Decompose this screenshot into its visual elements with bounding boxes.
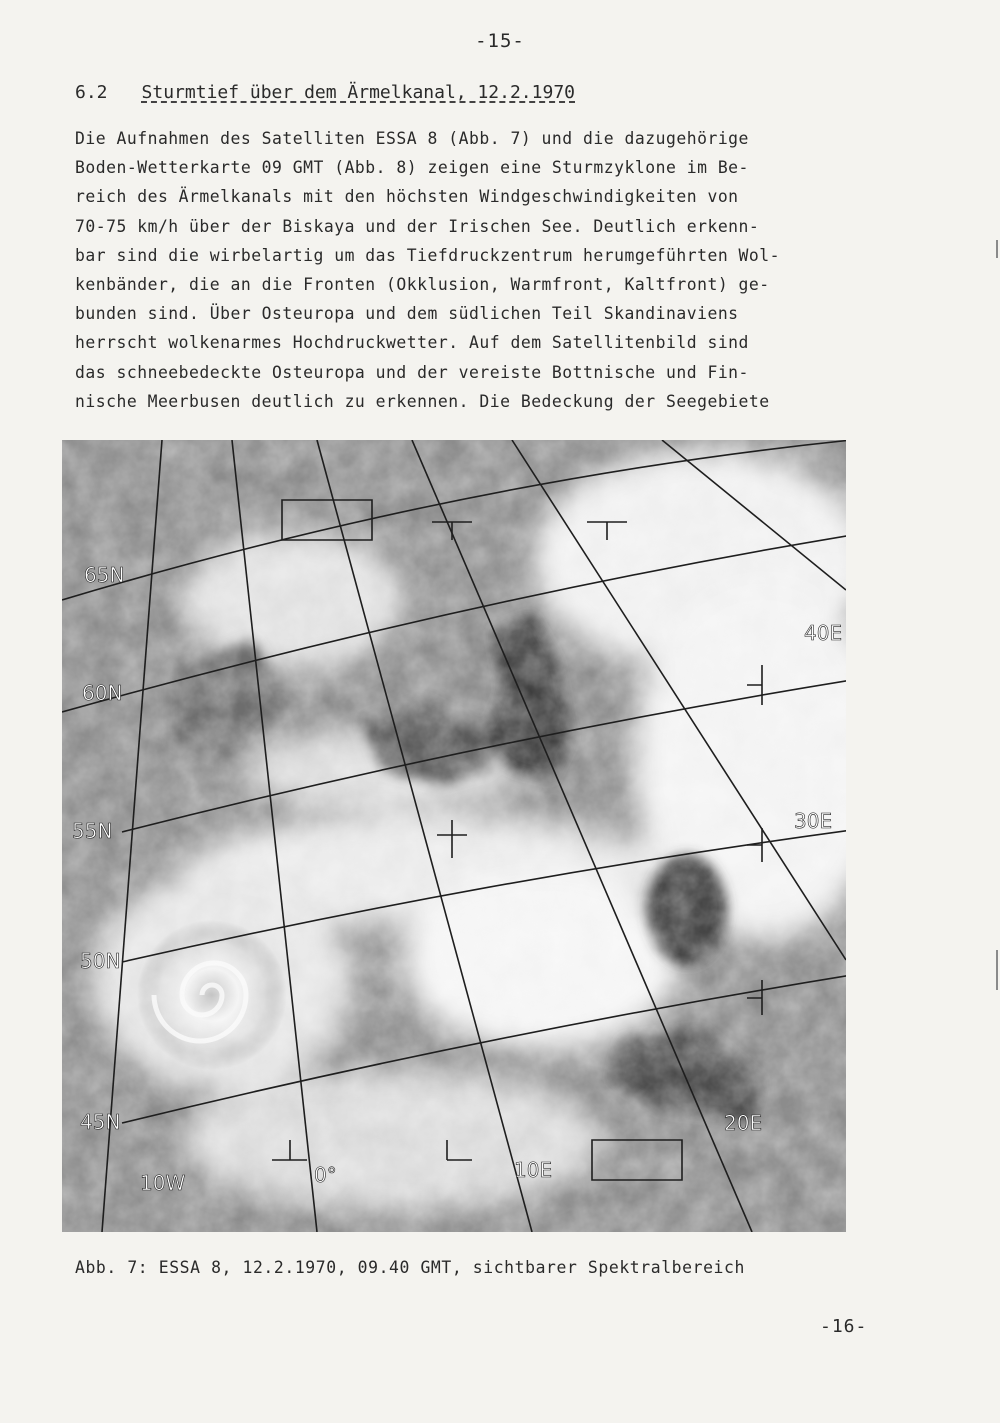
lon-label: 0° xyxy=(314,1163,337,1187)
paragraph-line: das schneebedeckte Osteuropa und der vereiste Bottnische und Fin- xyxy=(75,362,749,382)
satellite-image xyxy=(62,440,846,1232)
paragraph-line: kenbänder, die an die Fronten (Okklusion, Warmfront, Kaltfront) ge- xyxy=(75,275,770,295)
lon-label: 10E xyxy=(514,1158,553,1182)
paragraph-line: bunden sind. Über Osteuropa und dem südlichen Teil Skandinaviens xyxy=(75,304,739,324)
lon-label: 10W xyxy=(140,1171,186,1195)
satellite-image-figure xyxy=(62,440,846,1232)
page-number-bottom: -16- xyxy=(820,1316,868,1337)
section-heading xyxy=(75,82,575,103)
paragraph-line: nische Meerbusen deutlich zu erkennen. Die Bedeckung der Seegebiete xyxy=(75,391,770,411)
scan-edge-mark xyxy=(996,240,998,258)
lon-label: 30E xyxy=(794,809,833,833)
section-number: 6.2 xyxy=(75,82,108,103)
section-title: Sturmtief über dem Ärmelkanal, 12.2.1970 xyxy=(141,82,575,103)
paragraph-line: 70-75 km/h über der Biskaya und der Irischen See. Deutlich erkenn- xyxy=(75,216,760,236)
lon-label: 20E xyxy=(724,1111,763,1135)
paragraph-line: Die Aufnahmen des Satelliten ESSA 8 (Abb. 7) und die dazugehörige xyxy=(75,129,749,148)
scan-edge-mark xyxy=(996,950,998,990)
figure-caption: Abb. 7: ESSA 8, 12.2.1970, 09.40 GMT, sichtbarer Spektralbereich xyxy=(75,1258,745,1277)
paragraph-line: herrscht wolkenarmes Hochdruckwetter. Auf dem Satellitenbild sind xyxy=(75,333,749,353)
paragraph-line: bar sind die wirbelartig um das Tiefdruckzentrum herumgeführten Wol- xyxy=(75,245,781,265)
lat-label: 55N xyxy=(72,819,113,843)
lat-label: 45N xyxy=(80,1110,121,1134)
lat-label: 65N xyxy=(84,563,125,587)
lat-label: 60N xyxy=(82,681,123,705)
body-paragraph xyxy=(75,124,895,416)
paragraph-line: Boden-Wetterkarte 09 GMT (Abb. 8) zeigen eine Sturmzyklone im Be- xyxy=(75,158,749,178)
lat-label: 50N xyxy=(80,949,121,973)
paragraph-line: reich des Ärmelkanals mit den höchsten Windgeschwindigkeiten von xyxy=(75,187,739,207)
lon-label: 40E xyxy=(804,621,843,645)
page-number-top: -15- xyxy=(475,30,525,52)
